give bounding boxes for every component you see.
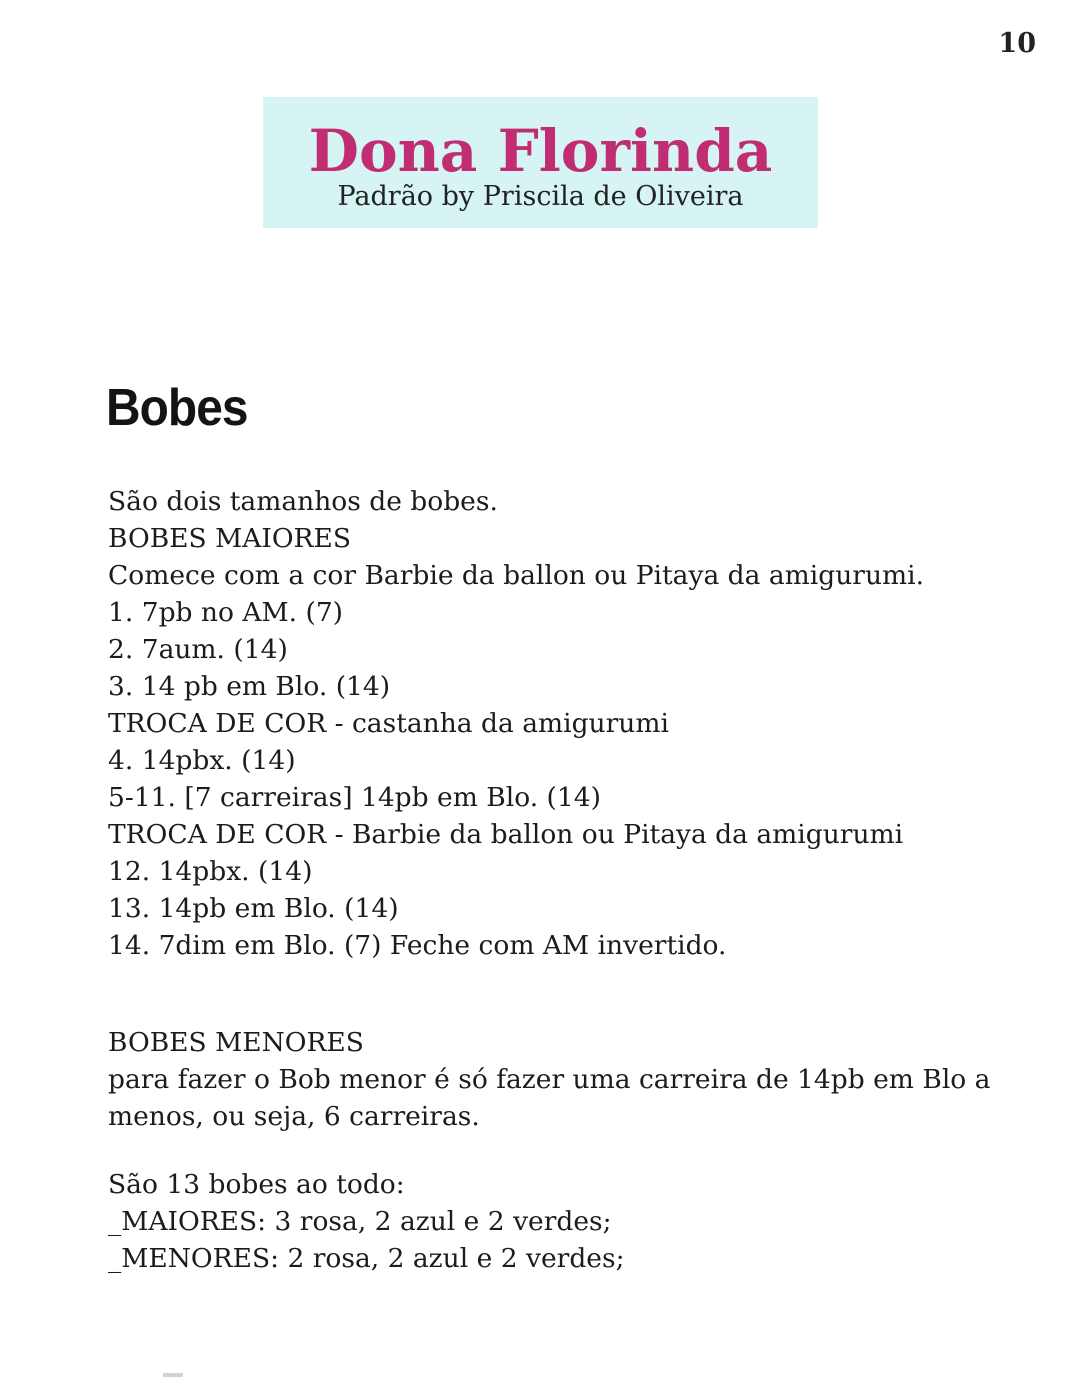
instruction-line: 14. 7dim em Blo. (7) Feche com AM invertido.	[108, 930, 727, 961]
instruction-line: 12. 14pbx. (14)	[108, 856, 313, 887]
brand-header-banner	[263, 97, 818, 228]
instruction-line: 13. 14pb em Blo. (14)	[108, 893, 399, 924]
section-heading: Bobes	[106, 379, 248, 437]
instruction-line: TROCA DE COR - Barbie da ballon ou Pitaya da amigurumi	[108, 819, 904, 850]
instruction-line: para fazer o Bob menor é só fazer uma carreira de 14pb em Blo a	[108, 1064, 991, 1095]
next-line-clipped-artifact	[163, 1373, 183, 1377]
pattern-instructions	[108, 483, 1028, 1277]
instruction-line: Comece com a cor Barbie da ballon ou Pitaya da amigurumi.	[108, 560, 925, 591]
paragraph-spacer	[108, 1135, 1028, 1166]
intro-line: São dois tamanhos de bobes.	[108, 486, 498, 517]
subsection-title: BOBES MENORES	[108, 1027, 364, 1058]
instruction-line: 3. 14 pb em Blo. (14)	[108, 671, 391, 702]
instruction-line: TROCA DE COR - castanha da amigurumi	[108, 708, 669, 739]
instruction-line: 2. 7aum. (14)	[108, 634, 288, 665]
instruction-line: 4. 14pbx. (14)	[108, 745, 296, 776]
subsection-title: BOBES MAIORES	[108, 523, 352, 554]
instruction-line: 5-11. [7 carreiras] 14pb em Blo. (14)	[108, 782, 601, 813]
summary-line: _MAIORES: 3 rosa, 2 azul e 2 verdes;	[108, 1206, 612, 1237]
page-number: 10	[998, 28, 1036, 59]
instruction-line: menos, ou seja, 6 carreiras.	[108, 1101, 480, 1132]
paragraph-spacer	[108, 964, 1028, 1024]
instruction-line: 1. 7pb no AM. (7)	[108, 597, 344, 628]
brand-title: Dona Florinda	[308, 116, 773, 185]
summary-line: São 13 bobes ao todo:	[108, 1169, 405, 1200]
summary-line: _MENORES: 2 rosa, 2 azul e 2 verdes;	[108, 1243, 625, 1274]
brand-subtitle: Padrão by Priscila de Oliveira	[337, 180, 744, 212]
